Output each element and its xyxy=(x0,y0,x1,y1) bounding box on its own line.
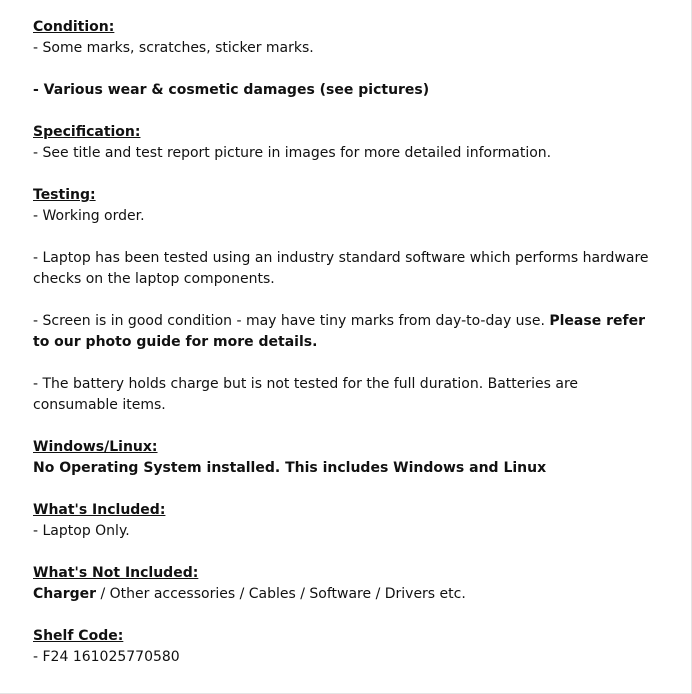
testing-screen-note xyxy=(33,311,653,353)
condition-line-1: - Some marks, scratches, sticker marks. xyxy=(33,40,314,56)
not-included-line-1 xyxy=(33,584,653,605)
included-line-1: - Laptop Only. xyxy=(33,523,130,539)
not-included-rest: / Other accessories / Cables / Software / Drivers etc. xyxy=(96,586,466,602)
not-included-section xyxy=(33,563,653,605)
specification-heading: Specification: xyxy=(33,124,141,140)
shelf-section xyxy=(33,626,653,668)
os-line-1: No Operating System installed. This includes Windows and Linux xyxy=(33,460,547,476)
condition-section xyxy=(33,17,653,59)
specification-section xyxy=(33,122,653,164)
testing-battery-note xyxy=(33,374,653,416)
shelf-line-1: - F24 161025770580 xyxy=(33,649,180,665)
testing-line-3-emphasis: Please refer to our photo guide for more details. xyxy=(33,313,645,350)
testing-line-3-text: - Screen is in good condition - may have tiny marks from day-to-day use. xyxy=(33,313,550,329)
not-included-charger: Charger xyxy=(33,586,97,602)
testing-heading: Testing: xyxy=(33,187,96,203)
condition-line-2: - Various wear & cosmetic damages (see pictures) xyxy=(33,82,430,98)
not-included-heading: What's Not Included: xyxy=(33,565,199,581)
testing-section xyxy=(33,185,653,227)
condition-wear-note xyxy=(33,80,653,101)
description-body xyxy=(33,17,653,689)
testing-line-4: - The battery holds charge but is not tested for the full duration. Batteries are consumable items. xyxy=(33,376,579,413)
os-heading: Windows/Linux: xyxy=(33,439,158,455)
included-section xyxy=(33,500,653,542)
testing-line-1: - Working order. xyxy=(33,208,145,224)
shelf-heading: Shelf Code: xyxy=(33,628,124,644)
testing-line-2: - Laptop has been tested using an industry standard software which performs hardware checks on the laptop components. xyxy=(33,250,649,287)
os-section xyxy=(33,437,653,479)
included-heading: What's Included: xyxy=(33,502,166,518)
condition-heading: Condition: xyxy=(33,19,115,35)
specification-line-1: - See title and test report picture in images for more detailed information. xyxy=(33,145,552,161)
testing-software-note xyxy=(33,248,653,290)
